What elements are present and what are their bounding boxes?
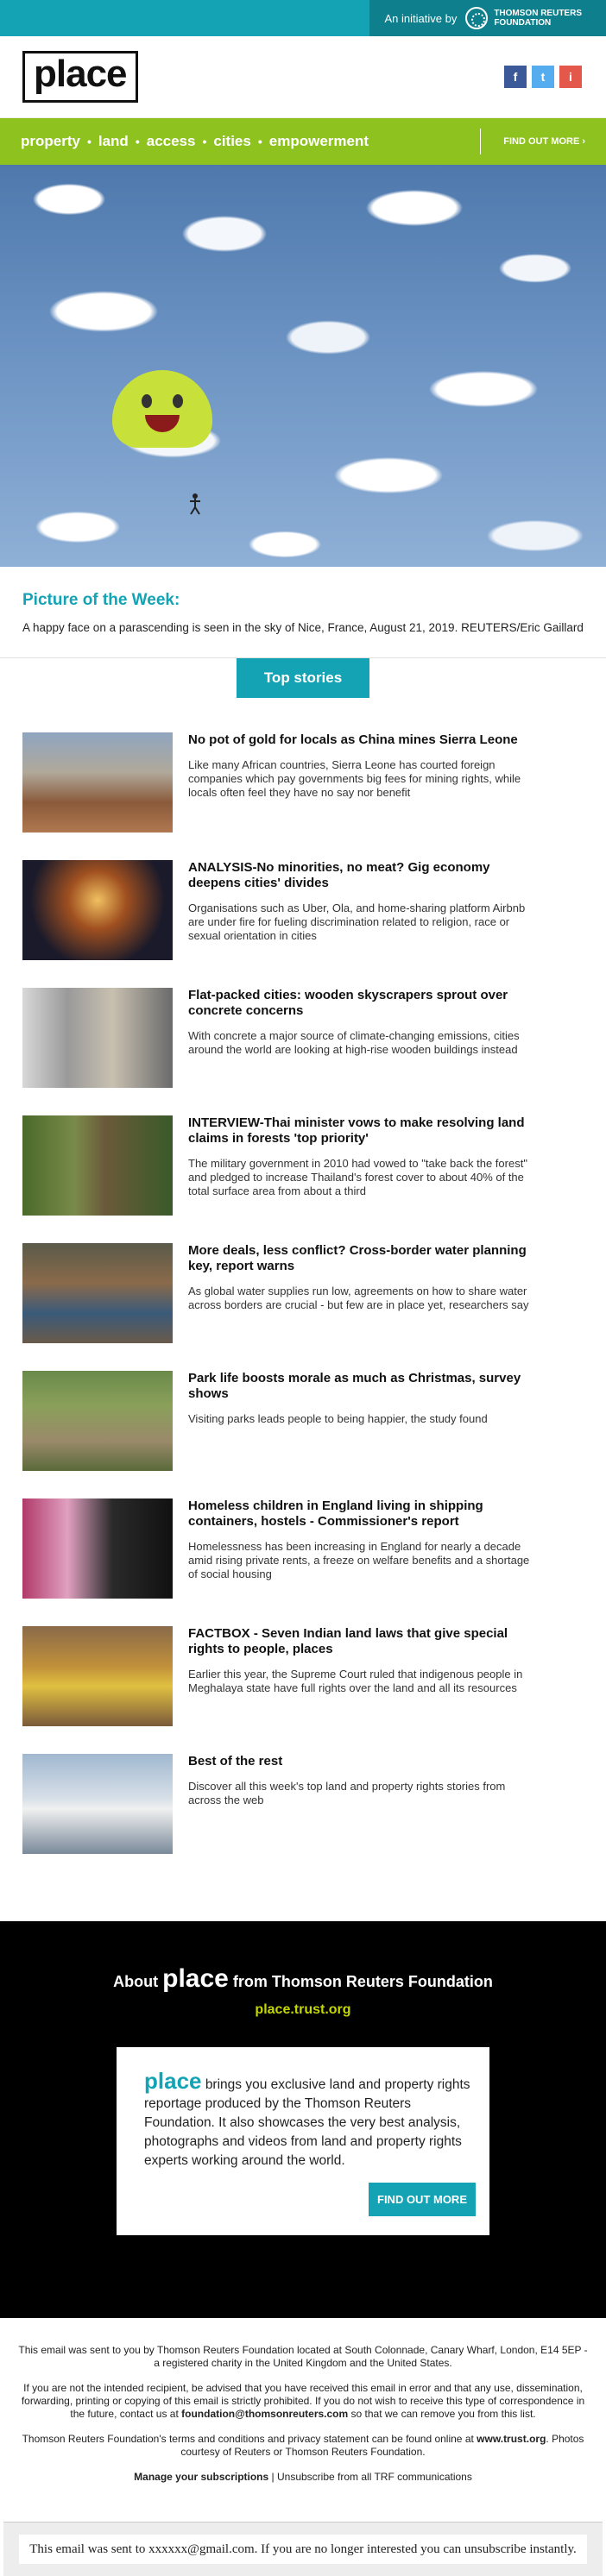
story-item[interactable] (22, 1115, 584, 1216)
about-card-text (144, 2071, 476, 2171)
social-links (504, 66, 582, 88)
footer-contact-email[interactable]: foundation@thomsonreuters.com (181, 2408, 348, 2420)
footer-subscription-links (17, 2471, 589, 2484)
story-title[interactable]: Park life boosts morale as much as Christmas, survey shows (188, 1371, 532, 1402)
story-summary: Discover all this week's top land and property rights stories from across the web (188, 1780, 532, 1807)
story-item[interactable] (22, 988, 584, 1088)
nav-bar (0, 118, 606, 165)
story-summary: The military government in 2010 had vowed to "take back the forest" and pledged to increase Thailand's forest cover to about 40% of the total surface area from about a third (188, 1157, 532, 1198)
nav-item-land[interactable]: land (98, 133, 129, 150)
trf-logo[interactable] (465, 7, 582, 29)
story-thumbnail[interactable] (22, 1371, 173, 1471)
story-summary: Earlier this year, the Supreme Court ruled that indigenous people in Meghalaya state have full rights over the land and all its resources (188, 1668, 532, 1695)
footer-disclaimer (17, 2382, 589, 2421)
nav-separator: • (87, 135, 92, 148)
footer-address: This email was sent to you by Thomson Reuters Foundation located at South Colonnade, Canary Wharf, London, E14 5EP - a registered charity in the United Kingdom and the United States. (17, 2344, 589, 2370)
footer-trust-link[interactable]: www.trust.org (477, 2433, 546, 2445)
story-item[interactable] (22, 1626, 584, 1726)
about-card (117, 2047, 489, 2235)
about-url-link[interactable]: place.trust.org (0, 2002, 606, 2018)
story-title[interactable]: FACTBOX - Seven Indian land laws that give special rights to people, places (188, 1626, 532, 1657)
about-title (0, 1964, 606, 1994)
story-summary: With concrete a major source of climate-changing emissions, cities around the world are looking at high-rise wooden buildings instead (188, 1029, 532, 1057)
nav-item-property[interactable]: property (21, 133, 80, 150)
story-item[interactable] (22, 1371, 584, 1471)
eye (142, 394, 152, 408)
story-item[interactable] (22, 732, 584, 832)
parascender-figure (188, 493, 202, 515)
about-title-pre: About (113, 1973, 158, 1990)
story-title[interactable]: Flat-packed cities: wooden skyscrapers sprout over concrete concerns (188, 988, 532, 1019)
picture-caption (0, 567, 606, 658)
caption-title: Picture of the Week: (22, 591, 584, 610)
stories-list (0, 698, 606, 1899)
place-logo[interactable]: place (22, 51, 138, 103)
story-summary: As global water supplies run low, agreements on how to share water across borders are crucial - but few are in place yet, researchers say (188, 1285, 532, 1312)
trf-name-line2: FOUNDATION (494, 18, 582, 28)
topbar (0, 0, 606, 36)
story-item[interactable] (22, 860, 584, 960)
manage-subscriptions-link[interactable]: Manage your subscriptions (134, 2471, 268, 2483)
header (0, 36, 606, 118)
caption-text: A happy face on a parascending is seen in the sky of Nice, France, August 21, 2019. REUTERS/Eric Gaillard (22, 620, 584, 635)
nav-item-access[interactable]: access (147, 133, 196, 150)
story-thumbnail[interactable] (22, 1115, 173, 1216)
top-stories-label: Top stories (237, 658, 369, 698)
footer (0, 2318, 606, 2522)
top-stories-header (0, 658, 606, 698)
story-summary: Visiting parks leads people to being happier, the study found (188, 1412, 532, 1426)
story-title[interactable]: No pot of gold for locals as China mines Sierra Leone (188, 732, 532, 748)
story-title[interactable]: Homeless children in England living in shipping containers, hostels - Commissioner's report (188, 1498, 532, 1530)
about-title-post: from Thomson Reuters Foundation (233, 1973, 493, 1990)
initiative-text: An initiative by (385, 12, 458, 25)
story-item[interactable] (22, 1754, 584, 1854)
nav-separator: • (136, 135, 140, 148)
trf-banner[interactable] (369, 0, 606, 36)
find-out-more-link[interactable]: FIND OUT MORE › (480, 129, 585, 154)
story-thumbnail[interactable] (22, 732, 173, 832)
story-thumbnail[interactable] (22, 1243, 173, 1343)
story-thumbnail[interactable] (22, 860, 173, 960)
story-thumbnail[interactable] (22, 1498, 173, 1599)
story-thumbnail[interactable] (22, 1754, 173, 1854)
parachute-face (112, 370, 212, 448)
footer-terms-text: Thomson Reuters Foundation's terms and conditions and privacy statement can be found online at (22, 2433, 474, 2445)
trf-name (494, 9, 582, 28)
story-thumbnail[interactable] (22, 1626, 173, 1726)
story-item[interactable] (22, 1498, 584, 1599)
story-thumbnail[interactable] (22, 988, 173, 1088)
unsubscribe-notice[interactable]: This email was sent to xxxxxx@gmail.com. If you are no longer interested you can unsubscribe instantly. (19, 2535, 587, 2564)
footer-terms (17, 2433, 589, 2459)
mouth (145, 415, 180, 432)
about-card-place: place (144, 2068, 202, 2094)
footer-link-separator: | (268, 2471, 277, 2483)
about-title-place: place (162, 1964, 229, 1993)
story-title[interactable]: ANALYSIS-No minorities, no meat? Gig economy deepens cities' divides (188, 860, 532, 891)
nav-item-empowerment[interactable]: empowerment (269, 133, 369, 150)
story-summary: Like many African countries, Sierra Leone has courted foreign companies which pay governments big fees for mining rights, while locals often feel they have no say nor benefit (188, 758, 532, 800)
instagram-icon[interactable]: i (559, 66, 582, 88)
about-section (0, 1921, 606, 2318)
unsubscribe-all-link[interactable]: Unsubscribe from all TRF communications (277, 2471, 472, 2483)
about-find-out-more-button[interactable]: FIND OUT MORE (369, 2183, 476, 2216)
about-card-body: brings you exclusive land and property rights reportage produced by the Thomson Reuters Foundation. It also showcases the very best analysis, photographs and videos from land and property rights experts working around the world. (144, 2077, 470, 2168)
facebook-icon[interactable]: f (504, 66, 527, 88)
trf-circle-icon (465, 7, 488, 29)
story-summary: Organisations such as Uber, Ola, and home-sharing platform Airbnb are under fire for fueling discrimination related to religion, race or sexual orientation in cities (188, 902, 532, 943)
story-summary: Homelessness has been increasing in England for nearly a decade amid rising private rents, a freeze on welfare benefits and a shortage of social housing (188, 1540, 532, 1581)
nav-separator: • (258, 135, 262, 148)
footer-terms-tail: . Photos courtesy of Reuters or Thomson Reuters Foundation. (180, 2433, 584, 2458)
story-title[interactable]: Best of the rest (188, 1754, 532, 1769)
story-item[interactable] (22, 1243, 584, 1343)
nav-separator: • (202, 135, 206, 148)
story-title[interactable]: INTERVIEW-Thai minister vows to make resolving land claims in forests 'top priority' (188, 1115, 532, 1147)
unsubscribe-bar (3, 2522, 603, 2576)
footer-disclaimer-tail: so that we can remove you from this list. (351, 2408, 536, 2420)
nav-topics (21, 133, 369, 150)
trf-name-line1: THOMSON REUTERS (494, 9, 582, 18)
story-title[interactable]: More deals, less conflict? Cross-border water planning key, report warns (188, 1243, 532, 1274)
picture-of-week-image[interactable] (0, 165, 606, 567)
footer-disclaimer-text: If you are not the intended recipient, be advised that you have received this email in error and that any use, dissemination, forwarding, printing or copying of this email is strictly prohibited. If you do not wish to receive this type of correspondence in the future, contact us at (22, 2382, 584, 2420)
eye (173, 394, 183, 408)
twitter-icon[interactable]: t (532, 66, 554, 88)
nav-item-cities[interactable]: cities (213, 133, 250, 150)
